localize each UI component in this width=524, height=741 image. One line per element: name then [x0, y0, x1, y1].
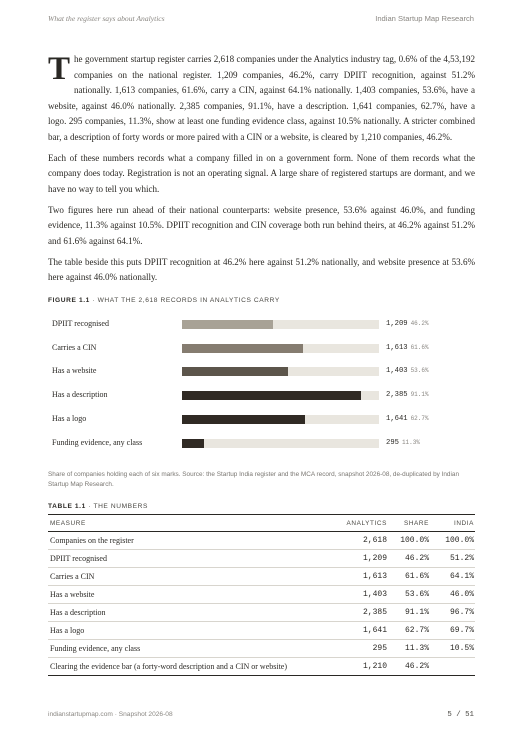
bar-label: Has a website: [52, 366, 97, 376]
table-row: [48, 658, 475, 676]
cell-india: 100.0%: [430, 532, 475, 550]
bar-track: [182, 391, 379, 400]
bar-track: [182, 367, 379, 376]
drop-cap: T: [48, 51, 71, 87]
cell-india: 96.7%: [430, 604, 475, 622]
cell-analytics: 2,618: [338, 532, 388, 550]
cell-share: 46.2%: [388, 550, 430, 568]
bar-value-label: [386, 320, 429, 328]
table-label: TABLE 1.1: [48, 503, 86, 510]
chapter-title: What the register says about Analytics: [48, 14, 165, 23]
cell-analytics: 295: [338, 640, 388, 658]
paragraph-2: Each of these numbers records what a company filled in on a government form. None of them records what the company does today. Registration is not an operating signal. A large share of registered startups are dormant, and we have no way to tell you which.: [48, 152, 475, 194]
bar-count: 1,613: [386, 343, 408, 352]
cell-india: [430, 658, 475, 676]
bar-value-label: [386, 344, 429, 352]
bar-value-label: [386, 439, 420, 447]
cell-india: 51.2%: [430, 550, 475, 568]
bar: [182, 439, 204, 448]
bar-row: [52, 318, 472, 330]
cell-measure: Carries a CIN: [48, 568, 338, 586]
current-page: 5: [447, 711, 452, 719]
table-header-row: [48, 515, 475, 532]
bar-label: Has a description: [52, 390, 108, 400]
paragraph-1: [48, 52, 475, 145]
table-title: THE NUMBERS: [93, 503, 149, 510]
page-footer: [48, 711, 474, 719]
cell-india: 64.1%: [430, 568, 475, 586]
cell-share: 61.6%: [388, 568, 430, 586]
table-row: [48, 550, 475, 568]
cell-share: 62.7%: [388, 622, 430, 640]
cell-measure: Has a description: [48, 604, 338, 622]
bar-row: [52, 365, 472, 377]
paragraph-3: Two figures here run ahead of their national counterparts: website presence, 53.6% against 46.0%, and funding evidence, 11.3% against 10.5%. DPIIT recognition and CIN coverage both run behind theirs, at 46.2% against 51.2% and 61.6% against 64.1%.: [48, 204, 475, 246]
table-row: [48, 604, 475, 622]
bar: [182, 344, 303, 353]
cell-share: 46.2%: [388, 658, 430, 676]
bar-count: 1,641: [386, 414, 408, 423]
figure-caption: [48, 297, 280, 304]
cell-analytics: 1,403: [338, 586, 388, 604]
cell-share: 53.6%: [388, 586, 430, 604]
table-row: [48, 568, 475, 586]
bar-percent: 11.3%: [401, 438, 420, 446]
table-row: [48, 640, 475, 658]
bar-row: [52, 413, 472, 425]
bar-label: Carries a CIN: [52, 342, 97, 352]
cell-measure: Funding evidence, any class: [48, 640, 338, 658]
bar-count: 1,403: [386, 367, 408, 376]
page-number: [447, 711, 474, 719]
cell-share: 91.1%: [388, 604, 430, 622]
col-header-analytics: ANALYTICS: [338, 515, 388, 532]
cell-analytics: 1,641: [338, 622, 388, 640]
cell-share: 100.0%: [388, 532, 430, 550]
bar: [182, 391, 361, 400]
cell-india: 10.5%: [430, 640, 475, 658]
cell-analytics: 1,613: [338, 568, 388, 586]
bar-count: 1,209: [386, 320, 408, 328]
table-row: [48, 532, 475, 550]
bar-value-label: [386, 391, 429, 399]
bar: [182, 415, 305, 424]
bar-track: [182, 415, 379, 424]
page-sep: /: [456, 711, 461, 719]
bar-count: 295: [386, 438, 399, 447]
cell-measure: Has a logo: [48, 622, 338, 640]
cell-analytics: 1,209: [338, 550, 388, 568]
cell-measure: DPIIT recognised: [48, 550, 338, 568]
cell-analytics: 1,210: [338, 658, 388, 676]
bar-row: [52, 437, 472, 449]
paragraph-1-text: he government startup register carries 2,618 companies under the Analytics industry tag, 0.6% of the 4,53,192 companies on the national register. 1,209 companies, 46.2%, carry DPIIT recognition, against 51.2% nationally. 1,613 companies, 61.6%, carry a CIN, against 64.1% nationally. 1,403 companies, 53.6%, have a website, against 46.0% nationally. 2,385 companies, 91.1%, have a description. 1,641 companies, 62.7%, have a logo. 295 companies, 11.3%, show at least one funding evidence class, against 10.5% nationally. A stricter combined bar, a description of forty words or more paired with a CIN or a website, is cleared by 1,210 companies, 46.2%.: [48, 54, 475, 142]
cell-analytics: 2,385: [338, 604, 388, 622]
cell-measure: Clearing the evidence bar (a forty-word description and a CIN or website): [48, 658, 338, 676]
bar-count: 2,385: [386, 391, 408, 400]
total-pages: 51: [465, 711, 474, 719]
bar-label: Funding evidence, any class: [52, 437, 143, 447]
figure-separator: ·: [92, 297, 98, 304]
bar-value-label: [386, 415, 429, 423]
figure-label: FIGURE 1.1: [48, 297, 90, 304]
bar-value-label: [386, 367, 429, 375]
bar-label: Has a logo: [52, 413, 87, 423]
table-body: [48, 532, 475, 676]
bar-track: [182, 344, 379, 353]
col-header-share: SHARE: [388, 515, 430, 532]
bar: [182, 320, 273, 329]
cell-india: 46.0%: [430, 586, 475, 604]
paragraph-4: The table beside this puts DPIIT recognition at 46.2% here against 51.2% nationally, and website presence at 53.6% here against 46.0% nationally.: [48, 256, 475, 282]
body-text: [48, 52, 475, 291]
col-header-measure: MEASURE: [48, 515, 338, 532]
col-header-india: INDIA: [430, 515, 475, 532]
cell-share: 11.3%: [388, 640, 430, 658]
bar-percent: 61.6%: [410, 343, 429, 351]
bar-row: [52, 342, 472, 354]
figure-note: Share of companies holding each of six marks. Source: the Startup India register and the MCA record, snapshot 2026-08, de-duplicated by Indian Startup Map Research.: [48, 471, 460, 488]
figure-title: WHAT THE 2,618 RECORDS IN ANALYTICS CARRY: [97, 297, 280, 304]
bar-percent: 53.6%: [410, 367, 429, 375]
bar: [182, 367, 288, 376]
bar-label: DPIIT recognised: [52, 319, 109, 328]
bar-row: [52, 389, 472, 401]
bar-percent: 46.2%: [410, 320, 429, 327]
publication-name: Indian Startup Map Research: [375, 14, 474, 23]
bar-percent: 62.7%: [410, 414, 429, 422]
table-row: [48, 622, 475, 640]
cell-india: 69.7%: [430, 622, 475, 640]
bar-track: [182, 320, 379, 329]
table-caption: [48, 503, 148, 510]
numbers-table: [48, 514, 475, 676]
table-row: [48, 586, 475, 604]
bar-track: [182, 439, 379, 448]
cell-measure: Companies on the register: [48, 532, 338, 550]
running-header: [48, 14, 474, 28]
table-separator: ·: [88, 503, 94, 510]
bar-percent: 91.1%: [410, 391, 429, 399]
cell-measure: Has a website: [48, 586, 338, 604]
footer-source: indianstartupmap.com · Snapshot 2026-08: [48, 711, 173, 718]
